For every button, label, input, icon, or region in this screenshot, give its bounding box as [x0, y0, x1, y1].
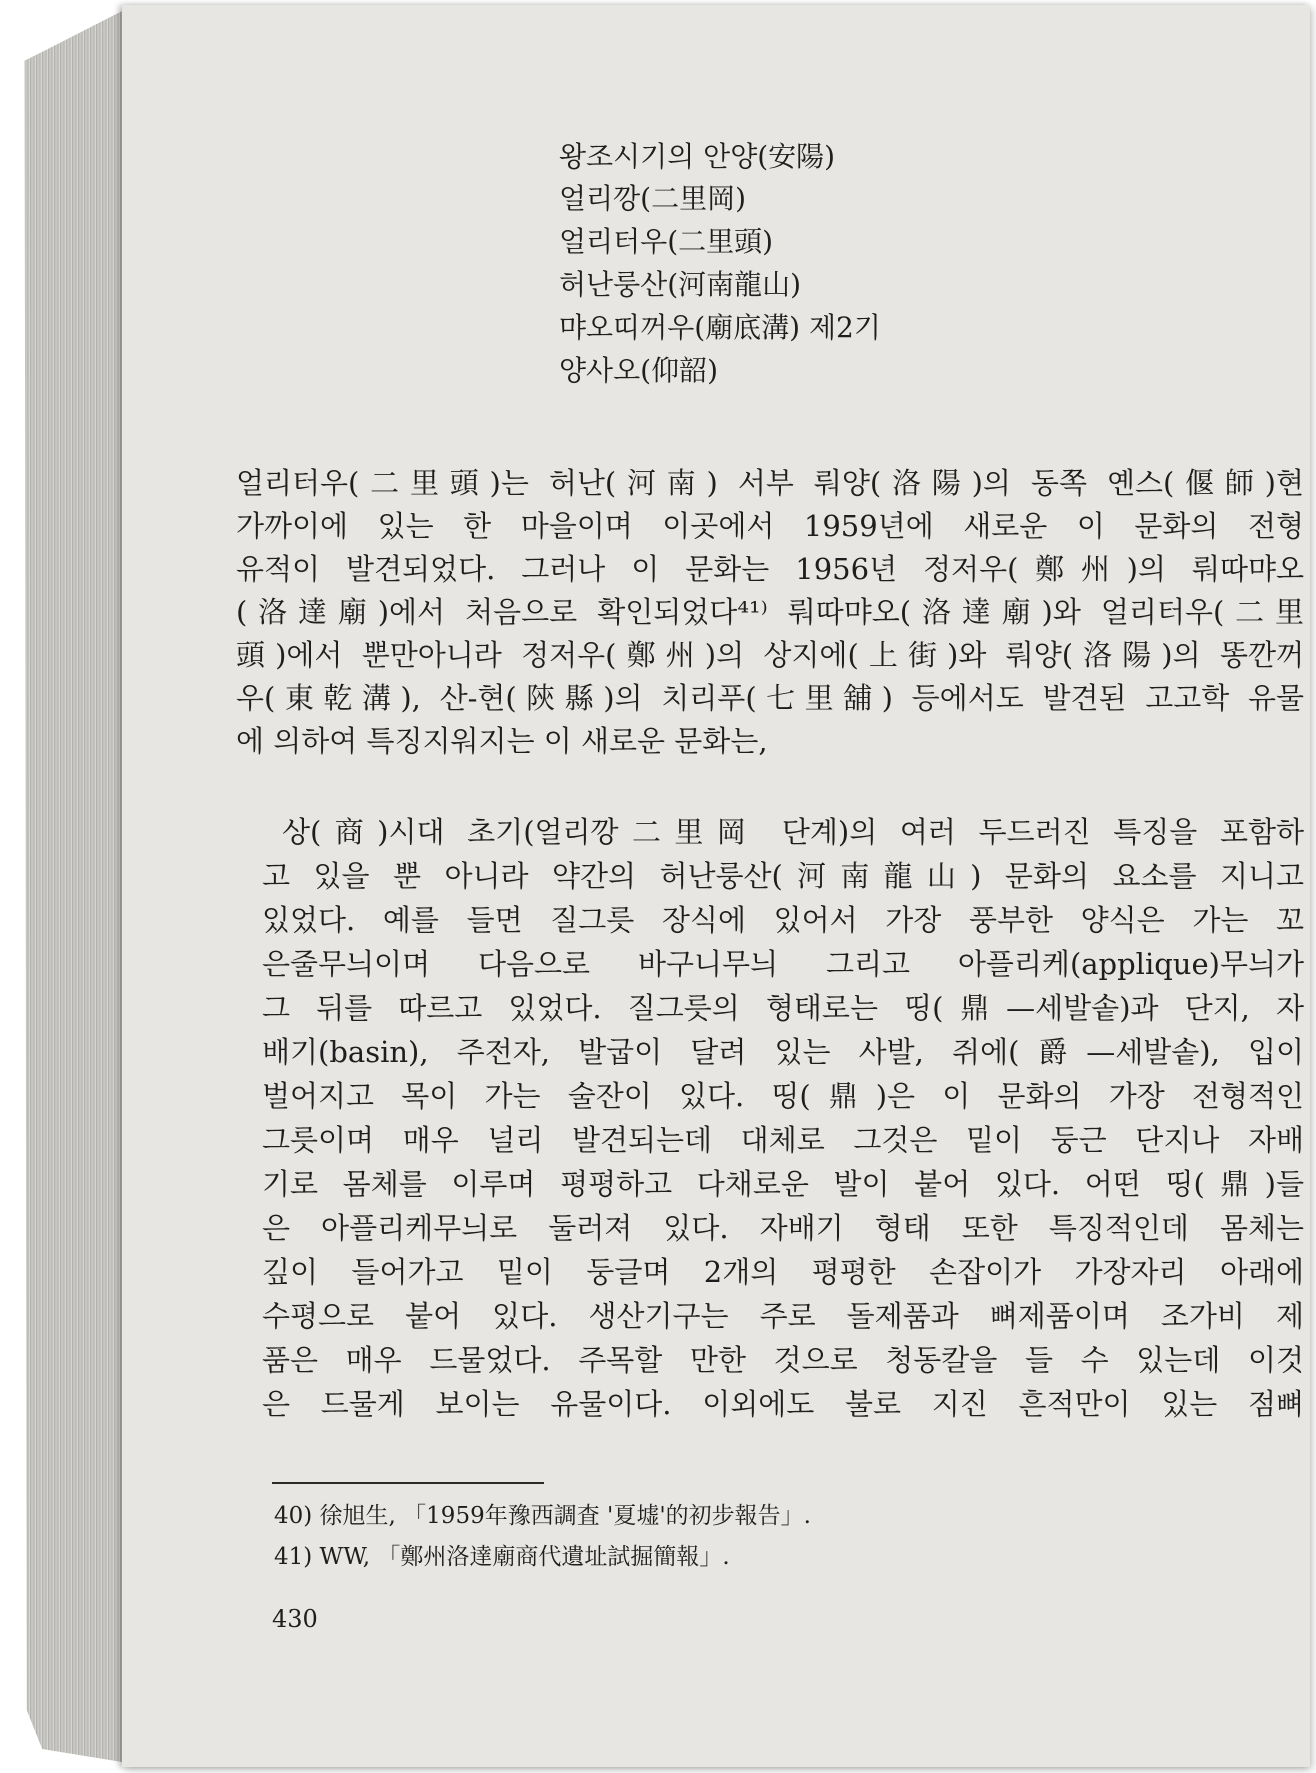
book-page-edges [18, 8, 128, 1763]
quote-line: 그릇이며 매우 널리 발견되는데 대체로 그것은 밑이 둥근 단지나 자배 [262, 1123, 1304, 1157]
quote-line: 은 드물게 보이는 유물이다. 이외에도 불로 지진 흔적만이 있는 점뼈 [262, 1387, 1304, 1421]
quote-line: 그 뒤를 따르고 있었다. 질그릇의 형태로는 띵(鼎—세발솥)과 단지, 자 [262, 991, 1304, 1025]
quote-line: 고 있을 뿐 아니라 약간의 허난룽산(河南龍山) 문화의 요소를 지니고 [262, 859, 1304, 893]
paragraph-line: 가까이에 있는 한 마을이며 이곳에서 1959년에 새로운 이 문화의 전형 [236, 509, 1304, 543]
heading-list-item: 양사오(仰韶) [559, 354, 718, 387]
quote-line: 은 아플리케무늬로 둘러져 있다. 자배기 형태 또한 특징적인데 몸체는 [262, 1211, 1304, 1245]
quote-line: 수평으로 붙어 있다. 생산기구는 주로 돌제품과 뼈제품이며 조가비 제 [262, 1299, 1304, 1333]
paragraph-line: 에 의하여 특징지워지는 이 새로운 문화는, [236, 724, 768, 758]
heading-list-item: 허난룽산(河南龍山) [559, 268, 802, 301]
quote-line: 은줄무늬이며 다음으로 바구니무늬 그리고 아플리케(applique)무늬가 [262, 947, 1304, 981]
quote-line: 벌어지고 목이 가는 술잔이 있다. 띵(鼎)은 이 문화의 가장 전형적인 [262, 1079, 1304, 1113]
quote-line: 기로 몸체를 이루며 평평하고 다채로운 발이 붙어 있다. 어떤 띵(鼎)들 [262, 1167, 1304, 1201]
quote-line: 배기(basin), 주전자, 발굽이 달려 있는 사발, 쥐에(爵—세발솥), 입이 [262, 1035, 1304, 1069]
quote-line: 있었다. 예를 들면 질그릇 장식에 있어서 가장 풍부한 양식은 가는 꼬 [262, 903, 1304, 937]
footnote: 41) WW, 「鄭州洛達廟商代遺址試掘簡報」. [274, 1544, 730, 1570]
paragraph-line: 頭)에서 뿐만아니라 정저우(鄭州)의 상지에(上街)와 뤄양(洛陽)의 똥깐꺼 [236, 638, 1304, 672]
heading-list-item: 얼리깡(二里岡) [559, 182, 746, 215]
paragraph-line: 우(東乾溝), 산-현(陝縣)의 치리푸(七里舖) 등에서도 발견된 고고학 유물 [236, 681, 1304, 715]
paragraph-line: (洛達廟)에서 처음으로 확인되었다⁴¹⁾ 뤄따먀오(洛達廟)와 얼리터우(二里 [236, 595, 1304, 629]
heading-list-item: 왕조시기의 안양(安陽) [559, 140, 836, 173]
paragraph-line: 유적이 발견되었다. 그러나 이 문화는 1956년 정저우(鄭州)의 뤄따먀오 [236, 552, 1304, 586]
quote-line: 품은 매우 드물었다. 주목할 만한 것으로 청동칼을 들 수 있는데 이것 [262, 1343, 1304, 1377]
footnote: 40) 徐旭生, 「1959年豫西調査 '夏墟'的初步報告」. [274, 1503, 811, 1529]
heading-list-item: 얼리터우(二里頭) [559, 225, 774, 258]
quote-line: 깊이 들어가고 밑이 둥글며 2개의 평평한 손잡이가 가장자리 아래에 [262, 1255, 1304, 1289]
footnote-rule [272, 1482, 544, 1484]
quote-line: 상(商)시대 초기(얼리깡二里岡 단계)의 여러 두드러진 특징을 포함하 [282, 815, 1304, 849]
paragraph-line: 얼리터우(二里頭)는 허난(河南) 서부 뤄양(洛陽)의 동쪽 옌스(偃師)현 [236, 466, 1304, 500]
book-page [122, 5, 1310, 1767]
heading-list-item: 먀오띠꺼우(廟底溝) 제2기 [559, 311, 881, 344]
page-number: 430 [272, 1605, 318, 1633]
